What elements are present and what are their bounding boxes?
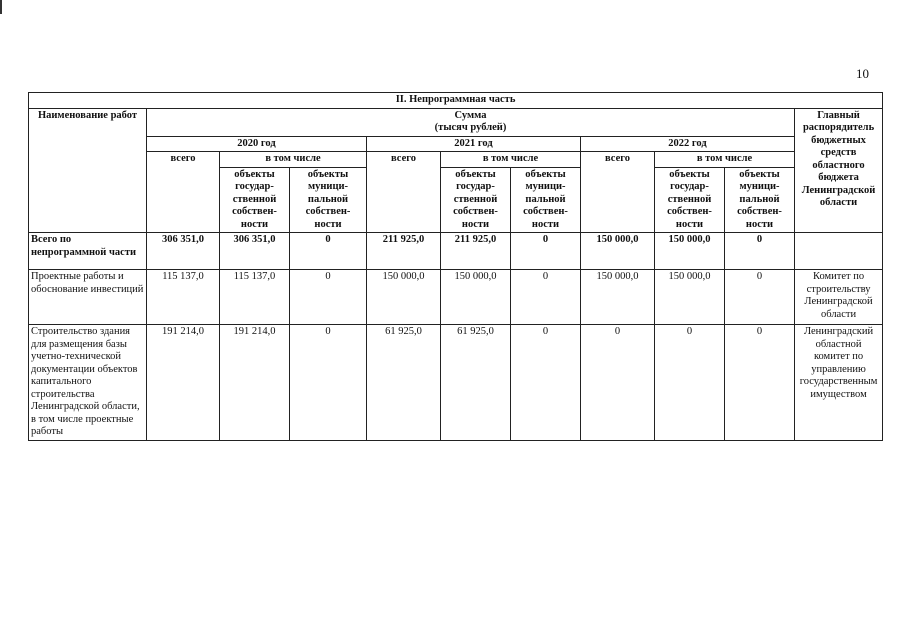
header-sum <box>147 108 795 136</box>
cell-value: 0 <box>511 325 581 441</box>
cell-value: 150 000,0 <box>655 233 725 270</box>
cell-value: 0 <box>581 325 655 441</box>
header-manager: Главный распорядитель бюджетных средств областного бюджета Ленинградской области <box>795 108 883 233</box>
header-total-2021: всего <box>367 152 441 233</box>
row-manager: Комитет по строительству Ленинградской области <box>795 270 883 325</box>
cell-value: 211 925,0 <box>367 233 441 270</box>
cell-value: 306 351,0 <box>147 233 220 270</box>
header-year-2020: 2020 год <box>147 136 367 152</box>
cell-value: 61 925,0 <box>367 325 441 441</box>
header-state-2021: объекты государ-ственной собствен-ности <box>441 167 511 233</box>
cell-value: 150 000,0 <box>655 270 725 325</box>
scan-edge-mark <box>0 0 2 14</box>
header-including-2020: в том числе <box>220 152 367 168</box>
row-name: Строительство здания для размещения базы учетно-технической документации объектов капитального строительства Ленинградской области, в том числе проектные работы <box>29 325 147 441</box>
row-name: Проектные работы и обоснование инвестиций <box>29 270 147 325</box>
cell-value: 0 <box>511 233 581 270</box>
cell-value: 0 <box>290 233 367 270</box>
header-year-2022: 2022 год <box>581 136 795 152</box>
cell-value: 0 <box>290 325 367 441</box>
cell-value: 61 925,0 <box>441 325 511 441</box>
cell-value: 0 <box>655 325 725 441</box>
header-work-name: Наименование работ <box>29 108 147 233</box>
header-municipal-2021: объекты муници-пальной собствен-ности <box>511 167 581 233</box>
row-name: Всего по непрограммной части <box>29 233 147 270</box>
header-sum-label: Сумма <box>454 109 487 121</box>
header-including-2022: в том числе <box>655 152 795 168</box>
cell-value: 150 000,0 <box>441 270 511 325</box>
header-municipal-2022: объекты муници-пальной собствен-ности <box>725 167 795 233</box>
cell-value: 0 <box>290 270 367 325</box>
cell-value: 0 <box>725 233 795 270</box>
table-row-total <box>29 233 883 270</box>
cell-value: 191 214,0 <box>220 325 290 441</box>
cell-value: 0 <box>511 270 581 325</box>
page-number: 10 <box>856 66 869 81</box>
cell-value: 0 <box>725 325 795 441</box>
section-title: II. Непрограммная часть <box>29 93 883 109</box>
table-row-construction <box>29 325 883 441</box>
header-sum-unit: (тысяч рублей) <box>434 122 507 133</box>
row-manager: Ленинградский областной комитет по управлению государственным имуществом <box>795 325 883 441</box>
row-manager <box>795 233 883 270</box>
header-total-2020: всего <box>147 152 220 233</box>
header-including-2021: в том числе <box>441 152 581 168</box>
cell-value: 150 000,0 <box>367 270 441 325</box>
cell-value: 115 137,0 <box>220 270 290 325</box>
header-year-2021: 2021 год <box>367 136 581 152</box>
header-state-2020: объекты государ-ственной собствен-ности <box>220 167 290 233</box>
cell-value: 306 351,0 <box>220 233 290 270</box>
budget-table <box>28 92 883 441</box>
header-state-2022: объекты государ-ственной собствен-ности <box>655 167 725 233</box>
cell-value: 211 925,0 <box>441 233 511 270</box>
cell-value: 191 214,0 <box>147 325 220 441</box>
cell-value: 150 000,0 <box>581 270 655 325</box>
table-row-design <box>29 270 883 325</box>
header-total-2022: всего <box>581 152 655 233</box>
cell-value: 0 <box>725 270 795 325</box>
cell-value: 115 137,0 <box>147 270 220 325</box>
header-municipal-2020: объекты муници-пальной собствен-ности <box>290 167 367 233</box>
cell-value: 150 000,0 <box>581 233 655 270</box>
